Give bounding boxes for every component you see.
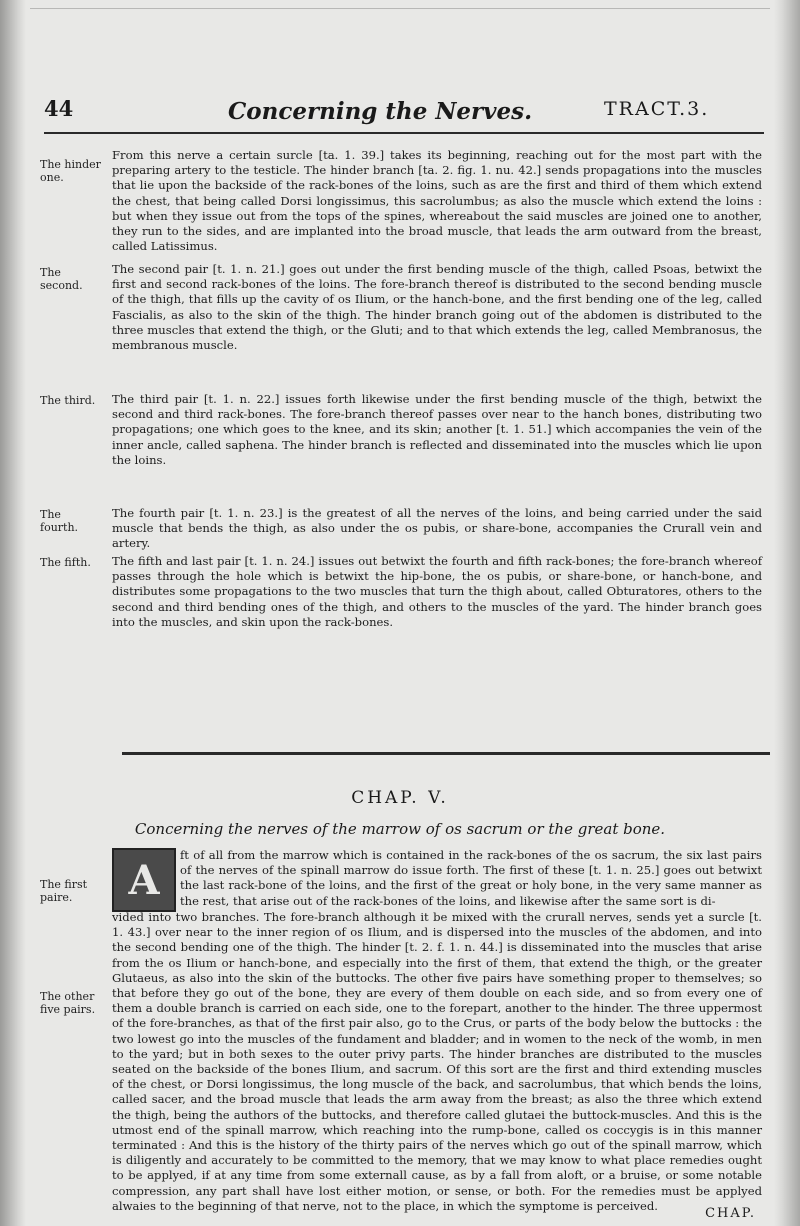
chapter-opening-paragraph: ft of all from the marrow which is contained in the rack-bones of the os sacrum, the six last pairs of the nerves of the spinall marrow do issue forth. The first of these [t. 1. n. 25.] goes out betwixt the last rack-bone of the loins, and the first of the great or holy bone, in the very same manner as the rest, that arise out of the rack-bones of the loins, and likewise after the same sort is di- <box>180 848 762 908</box>
margin-note-second: The second. <box>40 266 83 292</box>
margin-note-fourth: The fourth. <box>40 508 79 534</box>
paragraph-hinder-one: From this nerve a certain surcle [ta. 1. 39.] takes its beginning, reaching out for the most part with the preparing artery to the testicle. The hinder branch [ta. 2. fig. 1. nu. 42.] sends propagations into the muscles that lie upon the backside of the rack-bones of the loins, such as are the first and third of them which extend the chest, that being called Dorsi longissimus, this sacrolumbus; as also the muscle which extend the loins : but when they issue out from the tops of the spines, whereabout the said muscles are joined one to another, they run to the sides, and are implanted into the broad muscle, that leads the arm outward from the breast, called Latissimus. <box>112 148 762 254</box>
scan-edge-left <box>0 0 26 1226</box>
header-rule <box>44 132 764 134</box>
chapter-heading: CHAP. V. <box>351 788 449 808</box>
chapter-subtitle: Concerning the nerves of the marrow of os sacrum or the great bone. <box>134 820 666 838</box>
paragraph-fourth-pair: The fourth pair [t. 1. n. 23.] is the greatest of all the nerves of the loins, and being carried under the said muscle that bends the thigh, as also under the os pubis, or share-bone, accompanies the Crurall vein and artery. <box>112 506 762 551</box>
top-rule <box>30 8 770 9</box>
margin-note-other-five: The other five pairs. <box>40 990 96 1016</box>
section-rule <box>122 752 770 755</box>
margin-note-first-paire: The first paire. <box>40 878 88 904</box>
margin-note-hinder: The hinder one. <box>40 158 101 184</box>
scan-edge-right <box>774 0 800 1226</box>
margin-note-third: The third. <box>40 394 96 407</box>
running-title: Concerning the Nerves. <box>228 98 533 125</box>
margin-note-fifth: The fifth. <box>40 556 91 569</box>
chapter-body-paragraph: vided into two branches. The fore-branch although it be mixed with the crurall nerves, sends yet a surcle [t. 1. 43.] over near to the inner region of os Ilium, and is dispersed into the muscles of the abdomen, and into the second bending one of the thigh. The hinder [t. 2. f. 1. n. 44.] is disseminated into the muscles that arise from the os Ilium or hanch-bone, and especially into the first of them, that extend the thigh, or the greater Glutaeus, as also into the skin of the buttocks. The other five pairs have something proper to themselves; so that before they go out of the bone, they are every of them double on each side, and so from every one of them a double branch is carried on each side, one to the forepart, another to the hinder. The three uppermost of the fore-branches, as that of the first pair also, go to the Crus, or parts of the body below the buttocks : the two lowest go into the muscles of the fundament and bladder; and in women to the neck of the womb, in men to the yard; but in both sexes to the outer privy parts. The hinder branches are distributed to the muscles seated on the backside of the bones Ilium, and sacrum. Of this sort are the first and third extending muscles of the chest, or Dorsi longissimus, the long muscle of the back, and sacrolumbus, that which bends the loins, called sacer, and the broad muscle that leads the arm away from the breast; as also the three which extend the thigh, being the authors of the buttocks, and therefore called glutaei the buttock-muscles. And this is the utmost end of the spinall marrow, which reaching into the rump-bone, called os coccygis is in this manner terminated : And this is the history of the thirty pairs of the nerves which go out of the spinall marrow, which is diligently and accurately to be committed to the memory, that we may know to what place remedies ought to be applyed, if at any time from some externall cause, as by a fall from aloft, or a bruise, or some notable compression, any part shall have lost either motion, or sense, or both. For the remedies must be applyed alwaies to the beginning of that nerve, not to the place, in which the symptome is perceived. <box>112 910 762 1213</box>
page-header <box>44 96 764 142</box>
paragraph-second-pair: The second pair [t. 1. n. 21.] goes out under the first bending muscle of the thigh, called Psoas, betwixt the first and second rack-bones of the loins. The fore-branch thereof is distributed to the second bending muscle of the thigh, that fills up the cavity of os Ilium, or the hanch-bone, and the first bending one of the leg, called Fascialis, as also to the skin of the thigh. The hinder branch going out of the abdomen is distributed to the three muscles that extend the thigh, or the Gluti; and to that which extends the leg, called Membranosus, the membranous muscle. <box>112 262 762 353</box>
page-number: 44 <box>44 96 74 121</box>
drop-cap: A <box>112 848 176 912</box>
paragraph-third-pair: The third pair [t. 1. n. 22.] issues forth likewise under the first bending muscle of the thigh, betwixt the second and third rack-bones. The fore-branch thereof passes over near to the hanch bones, distributing two propagations; one which goes to the knee, and its skin; another [t. 1. 51.] which accompanies the vein of the inner ancle, called saphena. The hinder branch is reflected and disseminated into the muscles which lie upon the loins. <box>112 392 762 467</box>
paragraph-fifth-pair: The fifth and last pair [t. 1. n. 24.] issues out betwixt the fourth and fifth rack-bones; the fore-branch whereof passes through the hole which is betwixt the hip-bone, the os pubis, or share-bone, or hanch-bone, and distributes some propagations to the two muscles that turn the thigh about, called Obturatores, others to the second and third bending ones of the thigh, and others to the muscles of the yard. The hinder branch goes into the muscles, and skin upon the rack-bones. <box>112 554 762 629</box>
tract-label: TRACT.3. <box>604 98 710 120</box>
catchword: CHAP. <box>705 1206 756 1221</box>
